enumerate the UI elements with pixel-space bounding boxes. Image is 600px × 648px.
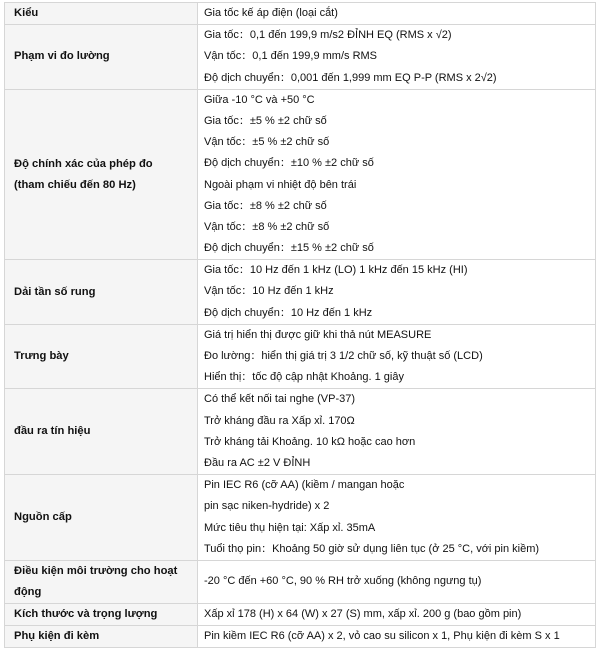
spec-label-text: Độ chính xác của phép đo — [14, 157, 153, 170]
spec-row — [5, 389, 596, 475]
spec-value-line: Vận tốc：10 Hz đến 1 kHz — [204, 285, 334, 298]
spec-value-line: Tuổi thọ pin：Khoảng 50 giờ sử dụng liên tục (ở 25 °C, với pin kiềm) — [204, 542, 540, 555]
spec-label-text: Dải tần số rung — [14, 285, 96, 298]
spec-value-line: Pin IEC R6 (cỡ AA) (kiềm / mangan hoặc — [204, 479, 405, 492]
spec-value-line: Độ dịch chuyển：0,001 đến 1,999 mm EQ P-P (RMS x 2√2) — [204, 71, 497, 84]
spec-label — [5, 324, 198, 389]
spec-value-line: Giá trị hiển thị được giữ khi thả nút MEASURE — [204, 328, 432, 341]
spec-label — [5, 89, 198, 260]
spec-value-line: -20 °C đến +60 °C, 90 % RH trở xuống (không ngưng tụ) — [204, 575, 482, 588]
spec-label — [5, 560, 198, 603]
spec-label — [5, 475, 198, 561]
spec-label-text: đầu ra tín hiệu — [14, 425, 91, 438]
spec-value — [198, 475, 596, 561]
spec-label — [5, 626, 198, 648]
spec-row — [5, 324, 596, 389]
spec-label — [5, 260, 198, 325]
spec-row — [5, 260, 596, 325]
spec-value-line: Mức tiêu thụ hiện tại: Xấp xỉ. 35mA — [204, 521, 376, 534]
spec-value-line: Giữa -10 °C và +50 °C — [204, 93, 315, 106]
spec-value — [198, 3, 596, 25]
spec-value-line: Đầu ra AC ±2 V ĐỈNH — [204, 456, 311, 469]
spec-value-line: Vận tốc：0,1 đến 199,9 mm/s RMS — [204, 50, 378, 63]
spec-row — [5, 560, 596, 603]
spec-value — [198, 260, 596, 325]
spec-label-text: Phụ kiện đi kèm — [14, 630, 100, 643]
spec-value-line: Hiển thị：tốc độ cập nhật Khoảng. 1 giây — [204, 371, 404, 384]
spec-row — [5, 603, 596, 625]
spec-label — [5, 3, 198, 25]
spec-value-line: Trở kháng đầu ra Xấp xỉ. 170Ω — [204, 414, 355, 427]
spec-value — [198, 603, 596, 625]
spec-value — [198, 89, 596, 260]
specifications-table-body — [5, 3, 596, 648]
spec-value-line: Gia tốc kế áp điện (loại cắt) — [204, 7, 338, 19]
spec-value-line: Gia tốc：±5 % ±2 chữ số — [204, 114, 327, 127]
spec-value-line: Độ dịch chuyển：±10 % ±2 chữ số — [204, 157, 374, 170]
spec-value-line: Gia tốc：10 Hz đến 1 kHz (LO) 1 kHz đến 15 kHz (HI) — [204, 264, 468, 277]
spec-value-line: Pin kiềm IEC R6 (cỡ AA) x 2, vỏ cao su silicon x 1, Phụ kiện đi kèm S x 1 — [204, 630, 560, 643]
spec-value-line: Gia tốc：±8 % ±2 chữ số — [204, 199, 327, 212]
spec-label-text: Kích thước và trọng lượng — [14, 607, 158, 620]
spec-row — [5, 475, 596, 561]
spec-label-text: (tham chiếu đến 80 Hz) — [14, 178, 136, 191]
spec-row — [5, 25, 596, 90]
spec-row — [5, 89, 596, 260]
spec-row — [5, 626, 596, 648]
spec-label-text: Phạm vi đo lường — [14, 50, 110, 63]
spec-value — [198, 389, 596, 475]
spec-value-line: Ngoài phạm vi nhiệt độ bên trái — [204, 178, 357, 191]
spec-label — [5, 25, 198, 90]
spec-value — [198, 25, 596, 90]
spec-label-text: Điều kiện môi trường cho hoạt động — [14, 564, 178, 598]
spec-label — [5, 603, 198, 625]
spec-value-line: Trở kháng tải Khoảng. 10 kΩ hoặc cao hơn — [204, 435, 416, 448]
spec-value — [198, 324, 596, 389]
spec-value — [198, 626, 596, 648]
spec-value-line: Độ dịch chuyển：±15 % ±2 chữ số — [204, 242, 374, 255]
spec-value-line: Vận tốc：±5 % ±2 chữ số — [204, 136, 330, 149]
spec-value-line: Độ dịch chuyển：10 Hz đến 1 kHz — [204, 306, 373, 319]
spec-value-line: Gia tốc：0,1 đến 199,9 m/s2 ĐỈNH EQ (RMS x √2) — [204, 29, 452, 42]
spec-label-text: Trưng bày — [14, 350, 69, 363]
spec-value — [198, 560, 596, 603]
specifications-table — [4, 2, 596, 648]
spec-value-line: Có thể kết nối tai nghe (VP-37) — [204, 393, 356, 406]
spec-value-line: Xấp xỉ 178 (H) x 64 (W) x 27 (S) mm, xấp xỉ. 200 g (bao gồm pin) — [204, 607, 522, 620]
spec-label — [5, 389, 198, 475]
spec-label-text: Nguồn cấp — [14, 511, 72, 523]
spec-value-line: Vận tốc：±8 % ±2 chữ số — [204, 220, 330, 233]
spec-label-text: Kiểu — [14, 7, 39, 20]
spec-row — [5, 3, 596, 25]
spec-value-line: Đo lường：hiển thị giá trị 3 1/2 chữ số, kỹ thuật số (LCD) — [204, 350, 483, 362]
spec-value-line: pin sạc niken-hydride) x 2 — [204, 500, 330, 513]
